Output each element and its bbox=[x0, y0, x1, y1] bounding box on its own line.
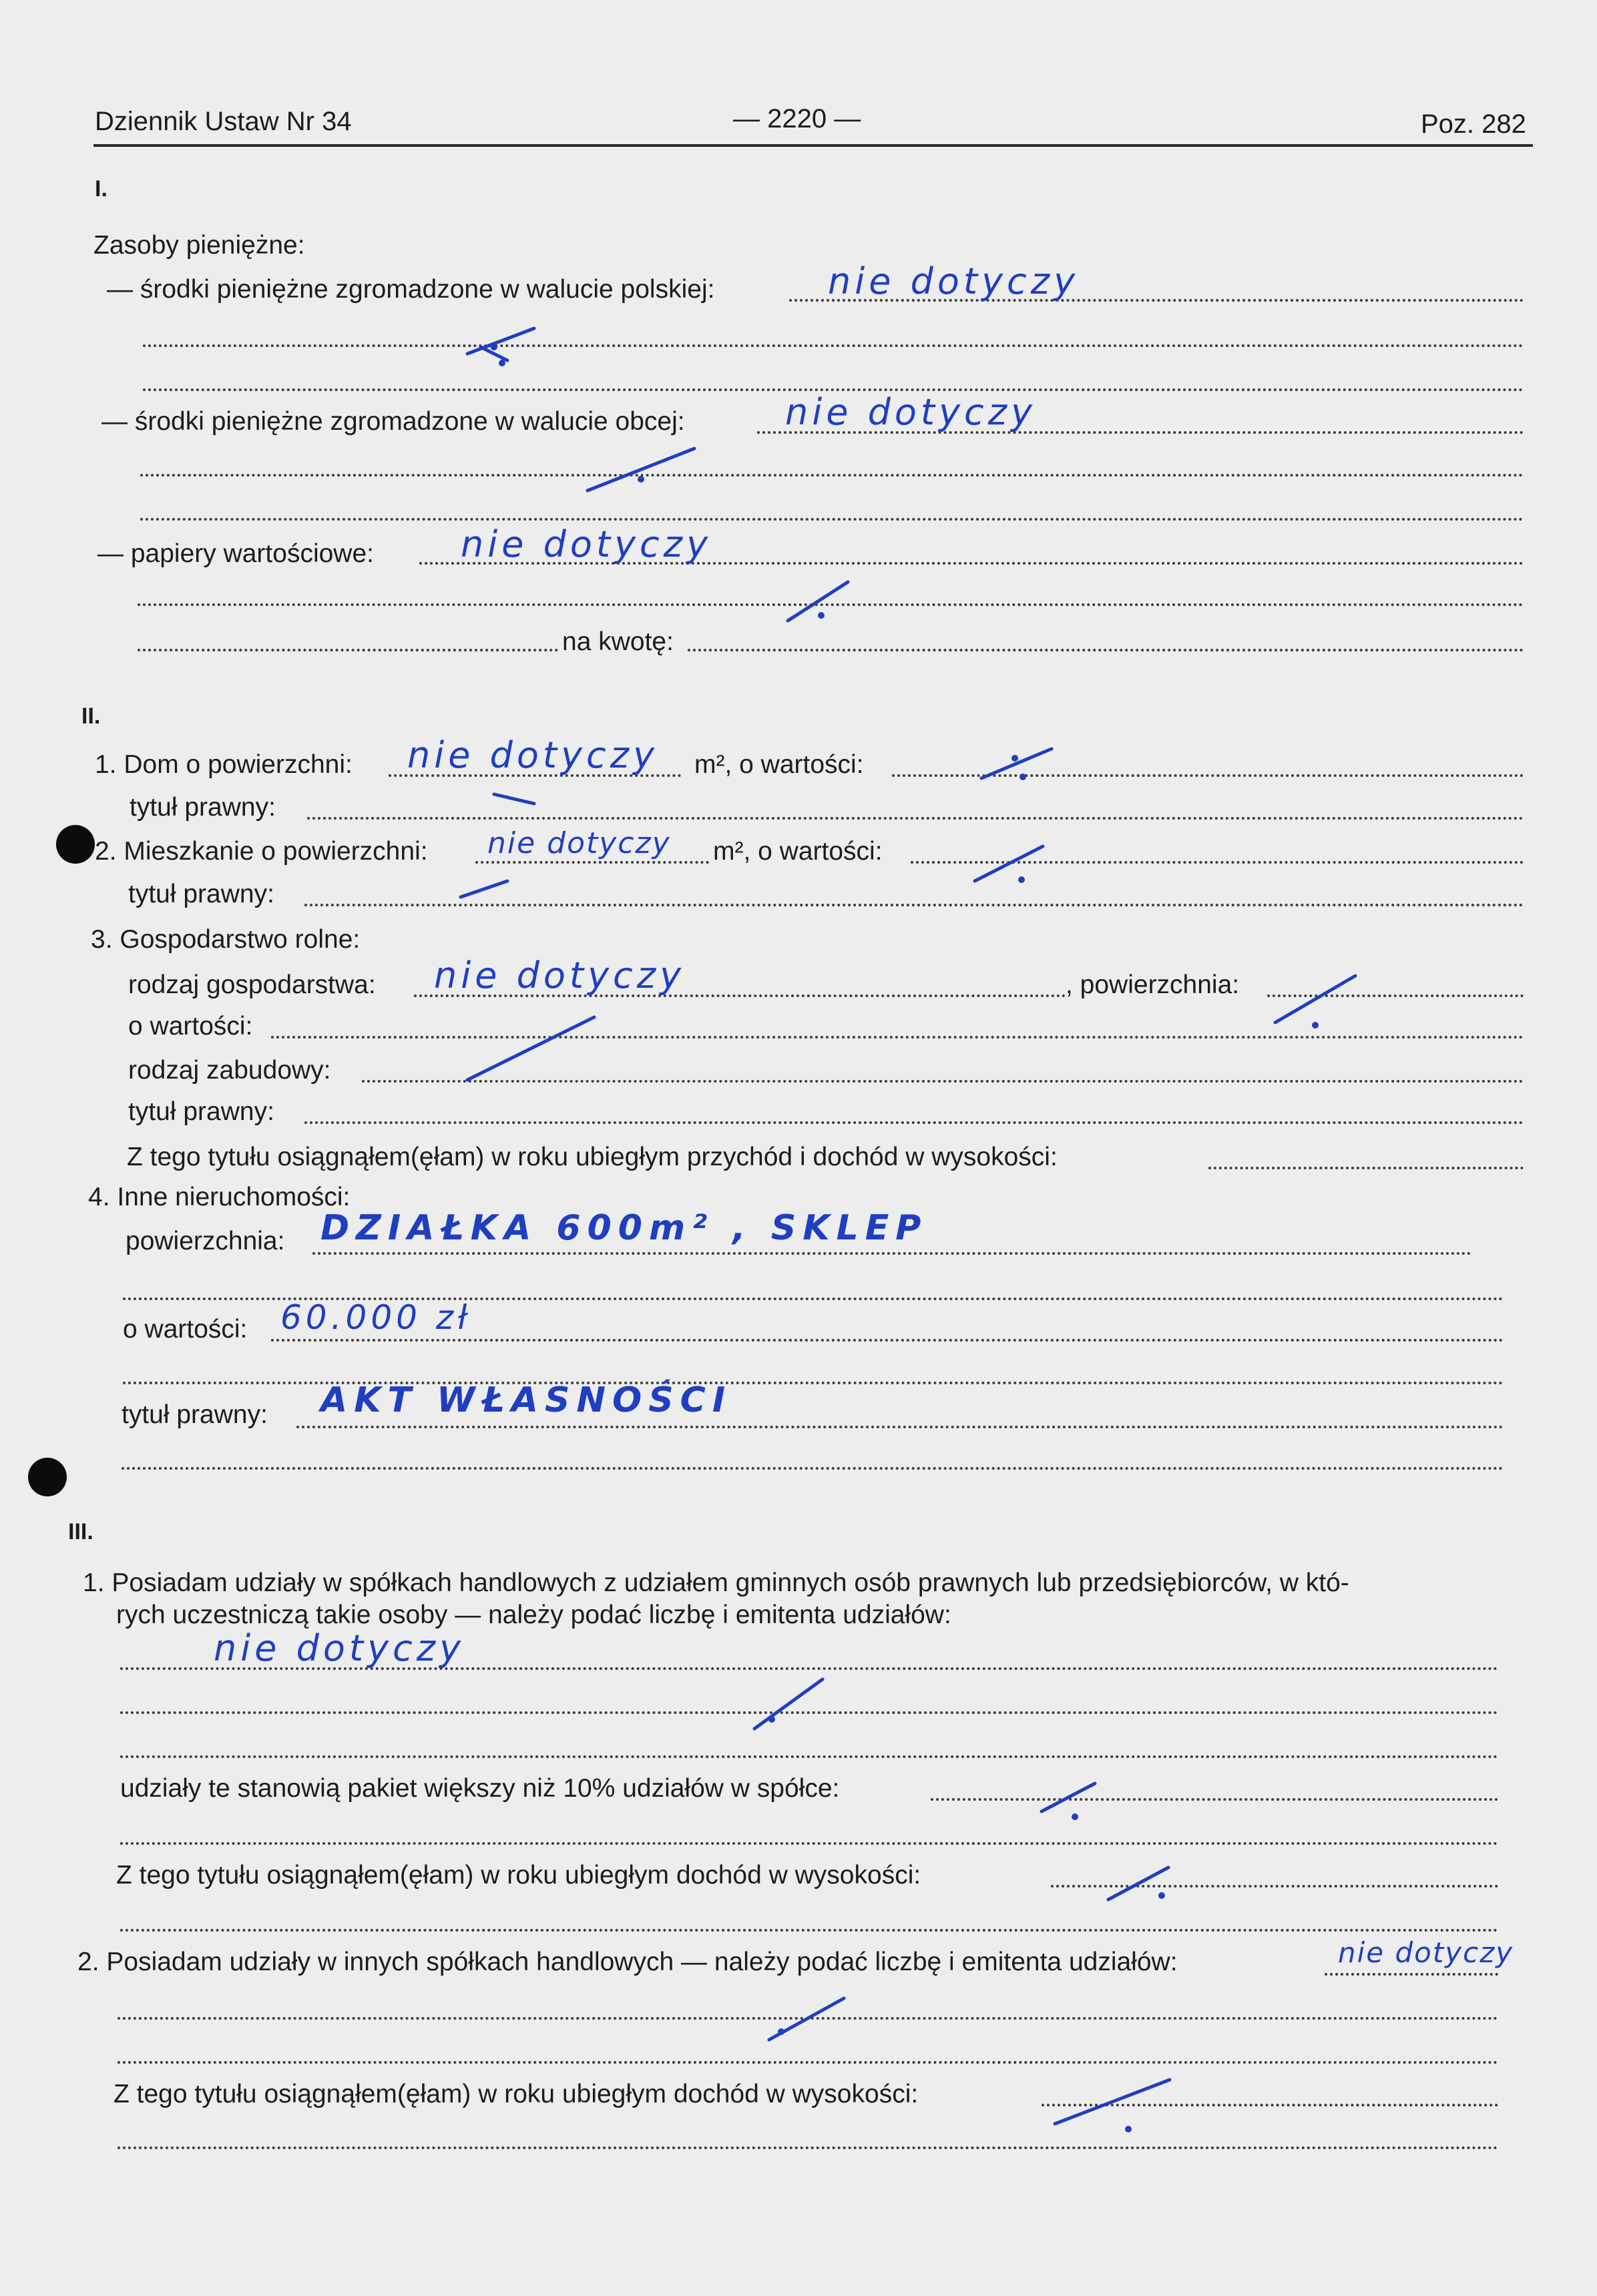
strike-mark bbox=[588, 449, 694, 491]
farm-buildings-label: rodzaj zabudowy: bbox=[128, 1056, 331, 1085]
securities-label: — papiery wartościowe: bbox=[97, 539, 374, 568]
journal-title: Dziennik Ustaw Nr 34 bbox=[95, 107, 352, 136]
strike-mark bbox=[461, 881, 507, 897]
house-label: 1. Dom o powierzchni: bbox=[95, 750, 353, 779]
other-property-label: 4. Inne nieruchomości: bbox=[88, 1183, 351, 1211]
shares-1-line-1: 1. Posiadam udziały w spółkach handlowych z udziałem gminnych osób prawnych lub przedsiębiorców, w któ- bbox=[83, 1568, 1349, 1597]
page-number: — 2220 — bbox=[733, 104, 861, 133]
farm-label: 3. Gospodarstwo rolne: bbox=[91, 925, 361, 954]
strike-mark bbox=[467, 328, 534, 354]
handwritten-securities: nie dotyczy bbox=[461, 523, 712, 565]
other-value-label: o wartości: bbox=[123, 1315, 248, 1344]
strike-mark bbox=[1042, 1783, 1095, 1811]
other-title-label: tytuł prawny: bbox=[122, 1400, 268, 1429]
flat-title-label: tytuł prawny: bbox=[128, 880, 274, 908]
other-area-label: powierzchnia: bbox=[126, 1227, 285, 1255]
flat-unit-label: m², o wartości: bbox=[713, 837, 883, 866]
house-title-label: tytuł prawny: bbox=[130, 793, 276, 822]
section-2-numeral: II. bbox=[81, 703, 101, 729]
handwritten-other-title: AKT WŁASNOŚCI bbox=[320, 1380, 732, 1420]
handwritten-farm-type: nie dotyczy bbox=[434, 954, 686, 996]
handwritten-shares-2: nie dotyczy bbox=[1338, 1936, 1514, 1969]
handwritten-shares-1: nie dotyczy bbox=[214, 1627, 465, 1669]
handwritten-flat-area: nie dotyczy bbox=[487, 826, 671, 860]
farm-area-label: , powierzchnia: bbox=[1066, 970, 1240, 999]
strike-mark bbox=[788, 582, 848, 621]
strike-mark bbox=[1275, 976, 1355, 1023]
strike-mark bbox=[467, 1017, 594, 1080]
house-unit-label: m², o wartości: bbox=[694, 750, 864, 779]
income-1-label: Z tego tytułu osiągnąłem(ęłam) w roku ubiegłym dochód w wysokości: bbox=[116, 1861, 921, 1890]
farm-title-label: tytuł prawny: bbox=[128, 1097, 274, 1126]
strike-mark bbox=[1055, 2080, 1170, 2124]
strike-mark bbox=[975, 846, 1043, 881]
handwritten-house-area: nie dotyczy bbox=[407, 734, 659, 776]
strike-mark bbox=[754, 1679, 823, 1729]
strike-mark bbox=[494, 794, 534, 804]
handwritten-polish-currency: nie dotyczy bbox=[828, 260, 1080, 302]
farm-value-label: o wartości: bbox=[128, 1012, 253, 1041]
section-1-title: Zasoby pieniężne: bbox=[93, 231, 305, 260]
section-1-numeral: I. bbox=[95, 176, 107, 202]
position-number: Poz. 282 bbox=[1421, 109, 1526, 139]
income-2-label: Z tego tytułu osiągnąłem(ęłam) w roku ubiegłym dochód w wysokości: bbox=[113, 2080, 919, 2108]
amount-label: na kwotę: bbox=[562, 627, 674, 656]
flat-label: 2. Mieszkanie o powierzchni: bbox=[95, 837, 428, 866]
foreign-currency-label: — środki pieniężne zgromadzone w walucie obcej: bbox=[101, 407, 685, 436]
shares-2-label: 2. Posiadam udziały w innych spółkach handlowych — należy podać liczbę i emitenta udziałów: bbox=[77, 1948, 1178, 1976]
farm-type-label: rodzaj gospodarstwa: bbox=[128, 970, 376, 999]
handwritten-other-value: 60.000 zł bbox=[280, 1298, 471, 1337]
package-label: udziały te stanowią pakiet większy niż 10% udziałów w spółce: bbox=[120, 1774, 840, 1803]
section-3-numeral: III. bbox=[68, 1519, 93, 1544]
handwritten-other-area: DZIAŁKA 600m² , SKLEP bbox=[320, 1208, 928, 1248]
handwritten-foreign-currency: nie dotyczy bbox=[785, 391, 1037, 433]
farm-income-label: Z tego tytułu osiągnąłem(ęłam) w roku ubiegłym przychód i dochód w wysokości: bbox=[127, 1143, 1058, 1171]
polish-currency-label: — środki pieniężne zgromadzone w walucie polskiej: bbox=[107, 275, 715, 304]
strike-mark bbox=[981, 749, 1052, 778]
shares-1-line-2: rych uczestniczą takie osoby — należy podać liczbę i emitenta udziałów: bbox=[116, 1601, 951, 1629]
